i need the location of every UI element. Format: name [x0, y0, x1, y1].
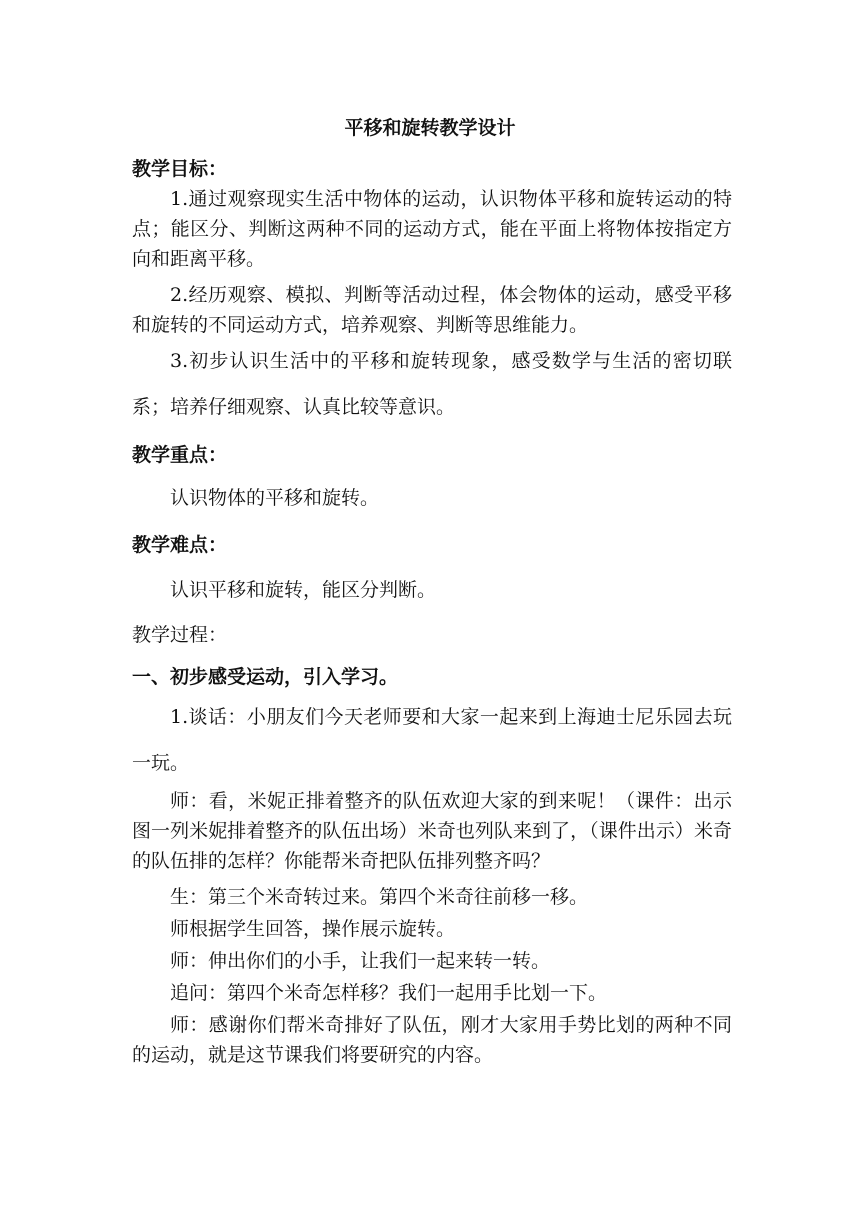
objective-item-2: 2.经历观察、模拟、判断等活动过程，体会物体的运动，感受平移和旋转的不同运动方式，培养观察、判断等思维能力。	[132, 284, 732, 336]
process-paragraph-2: 师：看，米妮正排着整齐的队伍欢迎大家的到来呢！（课件：出示图一列米妮排着整齐的队伍出场）米奇也列队来到了，（课件出示）米奇的队伍排的怎样？你能帮米奇把队伍排列整齐吗？	[132, 790, 732, 872]
process-paragraph-3: 生：第三个米奇转过来。第四个米奇往前移一移。	[170, 886, 589, 908]
process-paragraph-4: 师根据学生回答，操作展示旋转。	[170, 918, 456, 940]
key-point-text: 认识物体的平移和旋转。	[170, 487, 380, 509]
process-paragraph-5: 师：伸出你们的小手，让我们一起来转一转。	[170, 950, 551, 972]
process-paragraph-7: 师：感谢你们帮米奇排好了队伍，刚才大家用手势比划的两种不同的运动，就是这节课我们将要研究的内容。	[132, 1014, 732, 1066]
difficulty-heading: 教学难点：	[132, 534, 228, 556]
document-title: 平移和旋转教学设计	[344, 117, 516, 139]
section1-heading: 一、初步感受运动，引入学习。	[132, 666, 399, 688]
objective-item-3: 3.初步认识生活中的平移和旋转现象，感受数学与生活的密切联系；培养仔细观察、认真比较等意识。	[132, 350, 732, 418]
objective-item-1: 1.通过观察现实生活中物体的运动，认识物体平移和旋转运动的特点；能区分、判断这两种不同的运动方式，能在平面上将物体按指定方向和距离平移。	[132, 188, 732, 270]
difficulty-text: 认识平移和旋转，能区分判断。	[170, 579, 437, 601]
process-paragraph-1: 1.谈话：小朋友们今天老师要和大家一起来到上海迪士尼乐园去玩一玩。	[132, 706, 732, 774]
process-heading: 教学过程：	[132, 624, 228, 646]
objectives-heading: 教学目标：	[132, 158, 228, 180]
process-paragraph-6: 追问：第四个米奇怎样移？我们一起用手比划一下。	[170, 982, 608, 1004]
key-point-heading: 教学重点：	[132, 444, 228, 466]
